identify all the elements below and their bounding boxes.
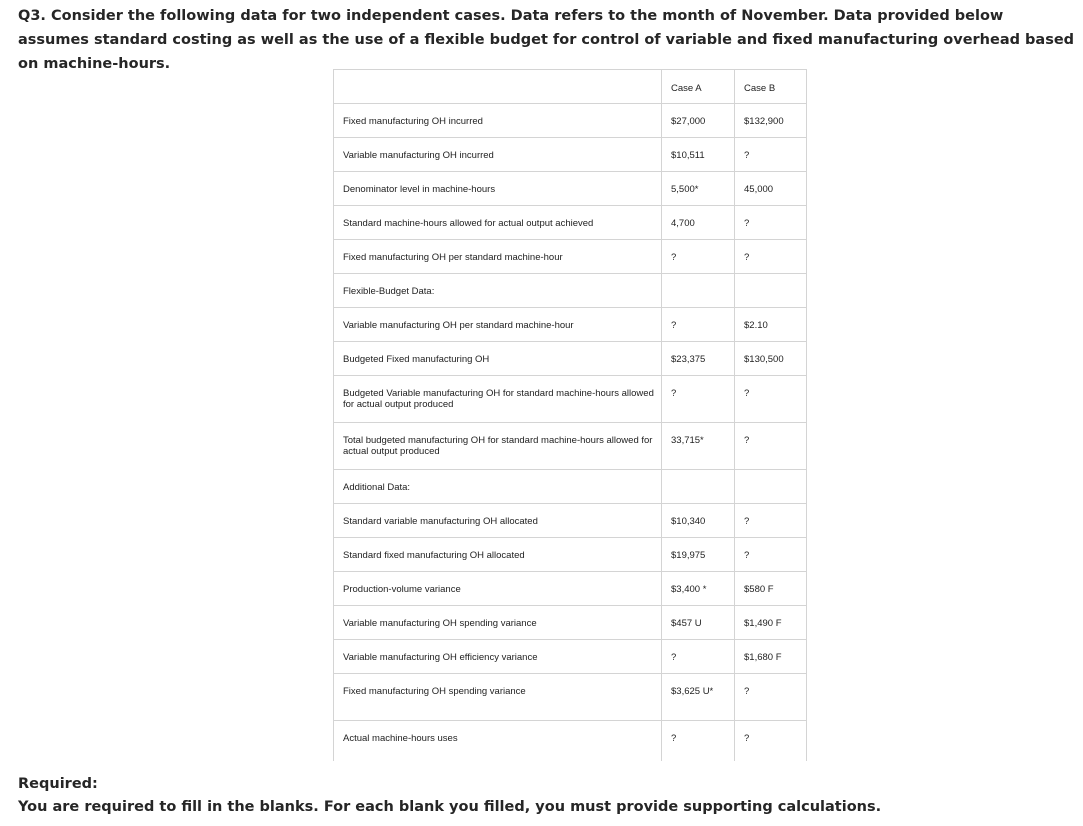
case-a-value: ?	[662, 240, 735, 274]
case-b-value: $2.10	[735, 308, 807, 342]
case-a-value: $19,975	[662, 538, 735, 572]
row-label: Variable manufacturing OH efficiency variance	[334, 640, 662, 674]
case-a-value: 33,715*	[662, 423, 735, 470]
case-a-value: $3,400 *	[662, 572, 735, 606]
table-row	[334, 240, 807, 274]
table-row	[334, 308, 807, 342]
table-row	[334, 376, 807, 423]
case-b-value: ?	[735, 138, 807, 172]
case-b-value: $1,490 F	[735, 606, 807, 640]
case-a-value	[662, 274, 735, 308]
table-row	[334, 504, 807, 538]
case-a-value: ?	[662, 721, 735, 761]
case-a-value: $23,375	[662, 342, 735, 376]
table-row	[334, 721, 807, 761]
row-label: Variable manufacturing OH per standard machine-hour	[334, 308, 662, 342]
header-label-cell	[334, 70, 662, 104]
table-header-row	[334, 70, 807, 104]
case-a-value: ?	[662, 640, 735, 674]
table-row	[334, 572, 807, 606]
case-a-value	[662, 470, 735, 504]
case-b-value: ?	[735, 206, 807, 240]
case-a-value: ?	[662, 376, 735, 423]
table-row	[334, 606, 807, 640]
data-table-container	[333, 69, 807, 761]
required-heading: Required:	[18, 776, 98, 792]
overhead-data-table	[333, 69, 807, 761]
table-row	[334, 674, 807, 721]
row-label: Standard fixed manufacturing OH allocated	[334, 538, 662, 572]
case-a-value: ?	[662, 308, 735, 342]
header-case-a: Case A	[662, 70, 735, 104]
required-instructions: You are required to fill in the blanks. For each blank you filled, you must provide supporting calculations.	[18, 799, 882, 815]
row-label: Budgeted Variable manufacturing OH for standard machine-hours allowed for actual output produced	[334, 376, 662, 423]
case-b-value: $580 F	[735, 572, 807, 606]
section-label: Flexible-Budget Data:	[334, 274, 662, 308]
case-b-value: ?	[735, 423, 807, 470]
section-row-flexible-budget	[334, 274, 807, 308]
table-row	[334, 423, 807, 470]
row-label: Standard variable manufacturing OH allocated	[334, 504, 662, 538]
case-b-value: ?	[735, 376, 807, 423]
table-row	[334, 342, 807, 376]
section-label: Additional Data:	[334, 470, 662, 504]
question-text: Q3. Consider the following data for two independent cases. Data refers to the month of November. Data provided below assumes standard costing as well as the use of a flexible budget for control of variable and fixed manufacturing overhead based on machine-hours.	[18, 8, 1075, 72]
row-label: Total budgeted manufacturing OH for standard machine-hours allowed for actual output produced	[334, 423, 662, 470]
case-b-value: $130,500	[735, 342, 807, 376]
table-row	[334, 538, 807, 572]
case-a-value: $457 U	[662, 606, 735, 640]
case-a-value: $27,000	[662, 104, 735, 138]
case-a-value: $10,511	[662, 138, 735, 172]
header-case-b: Case B	[735, 70, 807, 104]
row-label: Actual machine-hours uses	[334, 721, 662, 761]
case-b-value: ?	[735, 538, 807, 572]
case-b-value: ?	[735, 504, 807, 538]
row-label: Budgeted Fixed manufacturing OH	[334, 342, 662, 376]
case-b-value: ?	[735, 240, 807, 274]
row-label: Variable manufacturing OH incurred	[334, 138, 662, 172]
case-a-value: $3,625 U*	[662, 674, 735, 721]
table-row	[334, 640, 807, 674]
case-a-value: 5,500*	[662, 172, 735, 206]
section-row-additional-data	[334, 470, 807, 504]
row-label: Production-volume variance	[334, 572, 662, 606]
case-a-value: 4,700	[662, 206, 735, 240]
table-row	[334, 104, 807, 138]
row-label: Variable manufacturing OH spending variance	[334, 606, 662, 640]
table-row	[334, 206, 807, 240]
row-label: Denominator level in machine-hours	[334, 172, 662, 206]
case-b-value: ?	[735, 721, 807, 761]
case-b-value: ?	[735, 674, 807, 721]
case-b-value	[735, 470, 807, 504]
row-label: Fixed manufacturing OH spending variance	[334, 674, 662, 721]
row-label: Standard machine-hours allowed for actual output achieved	[334, 206, 662, 240]
case-a-value: $10,340	[662, 504, 735, 538]
case-b-value: $132,900	[735, 104, 807, 138]
case-b-value: $1,680 F	[735, 640, 807, 674]
row-label: Fixed manufacturing OH per standard machine-hour	[334, 240, 662, 274]
case-b-value: 45,000	[735, 172, 807, 206]
row-label: Fixed manufacturing OH incurred	[334, 104, 662, 138]
table-row	[334, 138, 807, 172]
table-row	[334, 172, 807, 206]
case-b-value	[735, 274, 807, 308]
